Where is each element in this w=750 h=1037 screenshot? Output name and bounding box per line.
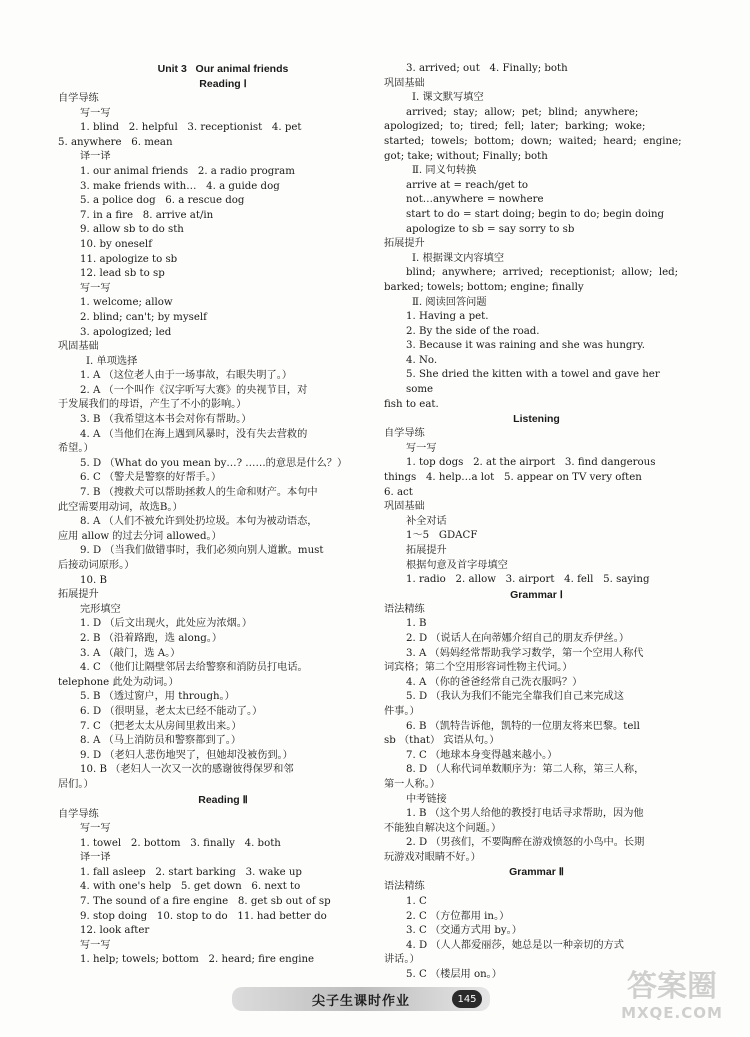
left-column-line: 应用 allow 的过去分词 allowed。）: [58, 530, 222, 542]
right-column-line: 2. D （男孩们，不要陶醉在游戏愤怒的小鸟中。长期: [406, 837, 645, 849]
left-column-line: 7. B （搜救犬可以帮助拯救人的生命和财产。本句中: [80, 487, 318, 499]
right-column-line: Ⅱ. 阅读回答问题: [412, 296, 487, 308]
left-column-line: 写一写: [80, 107, 111, 119]
left-column-line: 1. D （后文出现火，此处应为浓烟。）: [80, 618, 253, 630]
right-column-line: fish to eat.: [384, 398, 439, 410]
right-column-line: 5. C （楼层用 on。）: [406, 969, 502, 981]
left-column-line: 1. blind 2. helpful 3. receptionist 4. pet: [80, 122, 302, 134]
right-column-line: blind; anywhere; arrived; receptionist; allow; led;: [406, 267, 679, 279]
right-column-line: 1. B （这个男人给他的教授打电话寻求帮助，因为他: [406, 808, 644, 820]
left-column-line: 写一写: [80, 939, 111, 951]
left-column-line: 希望。）: [58, 443, 94, 455]
left-column-line: 自学导练: [58, 93, 99, 104]
right-column-line: Listening: [513, 413, 560, 426]
right-column-line: 5. D （我认为我们不能完全靠我们自己来完成这: [406, 691, 624, 703]
left-column-line: 3. B （我希望这本书会对你有帮助。）: [80, 414, 252, 426]
right-column-line: 巩固基础: [384, 501, 425, 513]
right-column-line: 巩固基础: [384, 77, 425, 89]
left-column-line: 5. B （透过窗户，用 through。）: [80, 691, 235, 703]
left-column-line: 3. apologized; led: [80, 326, 172, 338]
right-column-line: 语法精练: [384, 881, 425, 893]
left-column-line: 7. C （把老太太从房间里救出来。）: [80, 720, 242, 732]
left-column-line: 后接动词原形。）: [58, 560, 135, 571]
left-column-line: 3. A （敲门，选 A。）: [80, 647, 181, 659]
left-column-line: 12. lead sb to sp: [80, 268, 165, 280]
right-column-line: 件事。）: [384, 705, 420, 717]
right-column-line: 1. radio 2. allow 3. airport 4. fell 5. saying: [406, 574, 650, 586]
right-column-line: 1. B: [406, 618, 427, 630]
left-column-line: 2. A （一个叫作《汉字听写大赛》的央视节目，对: [80, 384, 308, 396]
right-column-line: 语法精练: [384, 603, 425, 615]
right-column-line: 自学导练: [384, 428, 425, 440]
left-column-line: 1. towel 2. bottom 3. finally 4. both: [80, 837, 281, 849]
left-column-line: 2. B （沿着路跑，选 along。）: [80, 632, 223, 644]
footer-title: 尖子生课时作业: [311, 993, 410, 1009]
right-column-line: 1～5 GDACF: [406, 530, 478, 542]
right-column-line: 6. act: [384, 486, 413, 498]
right-column-line: Ⅰ. 课文默写填空: [412, 92, 484, 104]
watermark-url: MXQE.COM: [621, 1004, 723, 1022]
left-column-line: 11. apologize to sb: [80, 253, 178, 265]
left-column-line: 居们。）: [58, 778, 94, 790]
left-column-line: 译一译: [80, 151, 111, 163]
left-column-line: 自学导练: [58, 808, 99, 820]
left-column-line: 完形填空: [80, 603, 121, 615]
right-column-line: 1. Having a pet.: [406, 311, 489, 323]
right-column-line: 8. D （人称代词单数顺序为：第二人称，第三人称，: [406, 764, 645, 776]
left-column-line: 9. allow sb to do sth: [80, 224, 184, 236]
left-column-line: 10. B: [80, 574, 107, 586]
left-column-line: 4. with one's help 5. get down 6. next to: [80, 881, 301, 893]
left-column-line: 10. B （老妇人一次又一次的感谢彼得保罗和邻: [80, 764, 294, 776]
right-column: [384, 62, 689, 983]
page-number: 145: [452, 990, 482, 1008]
left-column-line: 1. fall asleep 2. start barking 3. wake up: [80, 866, 302, 878]
right-column-line: 3. A （妈妈经常帮助我学习数学，第一个空用人称代: [406, 647, 644, 659]
right-column-line: apologize to sb = say sorry to sb: [406, 223, 575, 235]
right-column-line: things 4. help…a lot 5. appear on TV very often: [384, 472, 642, 484]
watermark-text: 答案圈: [627, 969, 717, 1004]
left-column-line: 拓展提升: [58, 589, 99, 601]
right-column-line: 中考链接: [406, 793, 447, 805]
left-column-line: 7. The sound of a fire engine 8. get sb out of sp: [80, 896, 331, 908]
left-column-line: 6. C （警犬是警察的好帮手。）: [80, 472, 222, 484]
left-column-line: 8. A （马上消防员和警察都到了。）: [80, 735, 242, 747]
left-column-line: 写一写: [80, 823, 111, 835]
left-column-line: 10. by oneself: [80, 238, 152, 250]
left-column-line: 1. help; towels; bottom 2. heard; fire engine: [80, 954, 315, 966]
right-column-line: started; towels; bottom; down; waited; heard; engine;: [384, 135, 682, 147]
left-column-line: 6. D （很明显，老太太已经不能动了。）: [80, 705, 263, 717]
left-column: [58, 62, 388, 968]
right-column-line: not…anywhere = nowhere: [406, 194, 544, 206]
left-column-line: 巩固基础: [58, 341, 99, 353]
left-column-line: 5. anywhere 6. mean: [58, 136, 173, 148]
right-column-line: 4. No.: [406, 354, 438, 366]
right-column-line: 7. C （地球本身变得越来越小。）: [406, 749, 558, 761]
right-column-line: 2. D （说话人在向蒂娜介绍自己的朋友乔伊丝。）: [406, 632, 630, 644]
left-column-line: 9. D （老妇人悲伤地哭了，但她却没被伤到。）: [80, 749, 293, 761]
right-column-line: 根据句意及首字母填空: [406, 559, 508, 571]
right-column-line: 词宾格；第二个空用形容词性物主代词。）: [384, 662, 573, 674]
left-column-line: 9. D （当我们做错事时，我们必须向别人道歉。must: [80, 545, 324, 557]
right-column-line: sb （that） 宾语从句。）: [384, 735, 500, 747]
right-column-line: Ⅰ. 根据课文内容填空: [412, 252, 505, 264]
left-column-line: 此空需要用动词，故选B。）: [58, 501, 183, 513]
right-column-line: Ⅱ. 同义句转换: [412, 165, 477, 177]
right-column-line: Grammar Ⅰ: [510, 588, 563, 601]
right-column-line: start to do = start doing; begin to do; begin doing: [406, 208, 665, 220]
right-column-line: 拓展提升: [406, 545, 447, 556]
right-column-line: 3. Because it was raining and she was hungry.: [406, 340, 645, 352]
right-column-line: 5. She dried the kitten with a towel and gave her some: [406, 369, 663, 396]
right-column-line: 4. D （人人都爱丽莎，她总是以一种亲切的方式: [406, 939, 624, 951]
left-column-line: 译一译: [80, 852, 111, 864]
right-column-line: apologized; to; tired; fell; later; barking; woke;: [384, 121, 646, 133]
right-column-line: 1. top dogs 2. at the airport 3. find dangerous: [406, 457, 656, 469]
left-column-line: 1. our animal friends 2. a radio program: [80, 165, 295, 177]
left-column-line: 3. make friends with… 4. a guide dog: [80, 180, 280, 192]
left-column-line: telephone 此处为动词。）: [58, 676, 179, 688]
left-column-line: 12. look after: [80, 925, 150, 937]
left-column-line: 9. stop doing 10. stop to do 11. had better do: [80, 910, 327, 922]
left-column-line: Reading Ⅰ: [199, 78, 247, 90]
right-column-line: Grammar Ⅱ: [509, 866, 564, 879]
right-column-line: 2. By the side of the road.: [406, 325, 540, 337]
right-column-line: arrive at = reach/get to: [406, 179, 529, 191]
right-column-line: 玩游戏对眼睛不好。）: [384, 851, 481, 863]
left-column-line: 写一写: [80, 282, 111, 294]
left-column-line: 5. a police dog 6. a rescue dog: [80, 195, 245, 207]
right-column-line: arrived; stay; allow; pet; blind; anywhere;: [406, 106, 639, 118]
right-column-line: 讲话。）: [384, 954, 420, 966]
right-column-line: 补全对话: [406, 515, 447, 527]
left-column-line: 2. blind; can't; by myself: [80, 311, 207, 323]
right-column-line: 第一人称。）: [384, 778, 441, 790]
left-column-line: 4. A （当他们在海上遇到风暴时，没有失去营救的: [80, 428, 308, 440]
left-column-line: 5. D （What do you mean by…? ……的意思是什么？）: [80, 457, 348, 469]
left-column-line: Reading Ⅱ: [198, 793, 248, 806]
left-column-line: 于发展我们的母语，产生了不小的影响。）: [58, 399, 247, 411]
right-column-line: 3. arrived; out 4. Finally; both: [406, 63, 568, 74]
right-column-line: got; take; without; Finally; both: [384, 150, 548, 162]
right-column-line: 6. B （凯特告诉他，凯特的一位朋友将来巴黎。tell: [406, 720, 640, 732]
watermark-logo: [602, 971, 742, 1031]
right-column-line: barked; towels; bottom; engine; finally: [384, 281, 584, 293]
right-column-line: 2. C （方位都用 in。）: [406, 910, 510, 922]
left-column-line: Ⅰ. 单项选择: [86, 355, 138, 367]
left-column-line: 4. C （他们让隔壁邻居去给警察和消防员打电话。: [80, 662, 308, 674]
left-column-line: 7. in a fire 8. arrive at/in: [80, 209, 214, 221]
right-column-line: 1. C: [406, 896, 427, 908]
right-column-line: 3. C （交通方式用 by。）: [406, 925, 522, 937]
right-column-line: 拓展提升: [384, 238, 425, 250]
right-column-line: 写一写: [406, 442, 437, 454]
right-column-line: 不能独自解决这个问题。）: [384, 822, 502, 834]
left-column-line: Unit 3 Our animal friends: [157, 63, 289, 75]
left-column-line: 1. welcome; allow: [80, 297, 173, 309]
right-column-line: 4. A （你的爸爸经常自己洗衣服吗？）: [406, 676, 583, 688]
left-column-line: 1. A （这位老人由于一场事故，右眼失明了。）: [80, 370, 293, 382]
left-column-line: 8. A （人们不被允许到处扔垃圾。本句为被动语态，: [80, 516, 318, 528]
